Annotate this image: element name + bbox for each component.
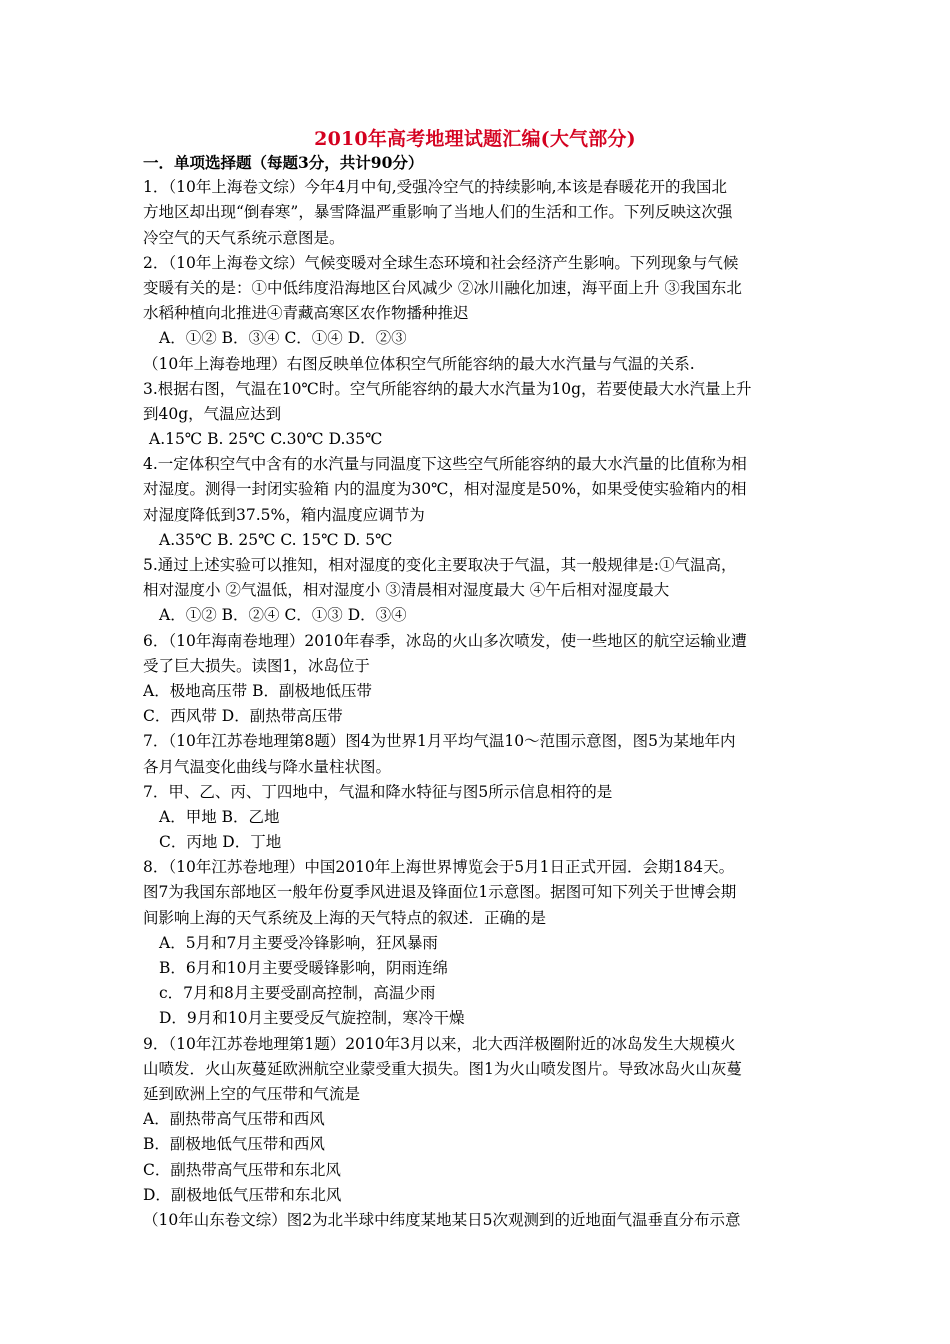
text-line: 变暖有关的是：①中低纬度沿海地区台风减少 ②冰川融化加速，海平面上升 ③我国东北 bbox=[143, 278, 742, 297]
text-line: D．9月和10月主要受反气旋控制，寒冷干燥 bbox=[159, 1009, 465, 1028]
text-line: c．7月和8月主要受副高控制，高温少雨 bbox=[159, 984, 436, 1003]
text-line: 冷空气的天气系统示意图是。 bbox=[143, 228, 345, 247]
text-line: C．副热带高气压带和东北风 bbox=[143, 1160, 341, 1179]
text-line: 8．（10年江苏卷地理）中国2010年上海世界博览会于5月1日正式开园．会期184天。 bbox=[143, 858, 735, 877]
text-line: 山喷发．火山灰蔓延欧洲航空业蒙受重大损失。图1为火山喷发图片。导致冰岛火山灰蔓 bbox=[143, 1059, 742, 1078]
text-line: 间影响上海的天气系统及上海的天气特点的叙述．正确的是 bbox=[143, 908, 547, 927]
text-line: A．极地高压带 B．副极地低压带 bbox=[143, 681, 373, 700]
text-line: 4.一定体积空气中含有的水汽量与同温度下这些空气所能容纳的最大水汽量的比值称为相 bbox=[143, 455, 747, 474]
text-line: B．副极地低气压带和西风 bbox=[143, 1135, 325, 1154]
text-line: C．丙地 D．丁地 bbox=[159, 833, 282, 852]
text-line: （10年上海卷地理）右图反映单位体积空气所能容纳的最大水汽量与气温的关系. bbox=[143, 354, 695, 373]
text-line: 7．甲、乙、丙、丁四地中，气温和降水特征与图5所示信息相符的是 bbox=[143, 782, 613, 801]
text-line: 方地区却出现“倒春寒”，暴雪降温严重影响了当地人们的生活和工作。下列反映这次强 bbox=[143, 203, 733, 222]
text-line: 到40g，气温应达到 bbox=[143, 404, 282, 423]
text-line: （10年山东卷文综）图2为北半球中纬度某地某日5次观测到的近地面气温垂直分布示意 bbox=[143, 1210, 741, 1229]
text-line: 各月气温变化曲线与降水量柱状图。 bbox=[143, 757, 392, 776]
text-line: A．①② B．③④ C．①④ D．②③ bbox=[159, 329, 407, 348]
text-line: A．①② B．②④ C．①③ D．③④ bbox=[159, 606, 407, 625]
text-line: C．西风带 D．副热带高压带 bbox=[143, 707, 343, 726]
text-line: 对湿度降低到37.5%，箱内温度应调节为 bbox=[143, 505, 425, 524]
text-line: A．副热带高气压带和西风 bbox=[143, 1110, 325, 1129]
text-line: 受了巨大损失。读图1，冰岛位于 bbox=[143, 656, 370, 675]
text-line: 图7为我国东部地区一般年份夏季风进退及锋面位1示意图。据图可知下列关于世博会期 bbox=[143, 883, 737, 902]
document-title: 2010年高考地理试题汇编(大气部分) bbox=[314, 128, 636, 150]
text-line: A．5月和7月主要受冷锋影响，狂风暴雨 bbox=[159, 933, 438, 952]
text-line: 2．（10年上海卷文综）气候变暖对全球生态环境和社会经济产生影响。下列现象与气候 bbox=[143, 253, 739, 272]
text-line: D．副极地低气压带和东北风 bbox=[143, 1185, 342, 1204]
text-line: 1．（10年上海卷文综）今年4月中旬,受强冷空气的持续影响,本该是春暖花开的我国北 bbox=[143, 178, 728, 197]
text-line: 相对湿度小 ②气温低，相对湿度小 ③清晨相对湿度最大 ④午后相对湿度最大 bbox=[143, 581, 670, 600]
text-line: 对湿度。测得一封闭实验箱 内的温度为30℃，相对湿度是50%，如果受使实验箱内的相 bbox=[143, 480, 747, 499]
text-line: 9．（10年江苏卷地理第1题）2010年3月以来，北大西洋极圈附近的冰岛发生大规模火 bbox=[143, 1034, 736, 1053]
text-line: A.15℃ B. 25℃ C.30℃ D.35℃ bbox=[149, 430, 383, 449]
text-line: B．6月和10月主要受暖锋影响，阴雨连绵 bbox=[159, 959, 448, 977]
text-line: 水稻种植向北推进④青藏高寒区农作物播种推迟 bbox=[143, 304, 469, 323]
document-body bbox=[143, 150, 823, 1233]
text-line: 7．（10年江苏卷地理第8题）图4为世界1月平均气温10～范围示意图，图5为某地年内 bbox=[143, 732, 736, 751]
text-line: 6．（10年海南卷地理）2010年春季，冰岛的火山多次喷发，使一些地区的航空运输业遭 bbox=[143, 631, 747, 650]
text-line: 一．单项选择题（每题3分，共计90分） bbox=[143, 153, 424, 172]
text-line: 3.根据右图，气温在10℃时。空气所能容纳的最大水汽量为10g，若要使最大水汽量上升 bbox=[143, 379, 752, 398]
text-line: 延到欧洲上空的气压带和气流是 bbox=[143, 1084, 361, 1103]
text-line: A.35℃ B. 25℃ C. 15℃ D. 5℃ bbox=[159, 530, 393, 549]
text-line: 5.通过上述实验可以推知，相对湿度的变化主要取决于气温，其一般规律是:①气温高， bbox=[143, 556, 737, 574]
text-line: A．甲地 B．乙地 bbox=[159, 807, 280, 826]
